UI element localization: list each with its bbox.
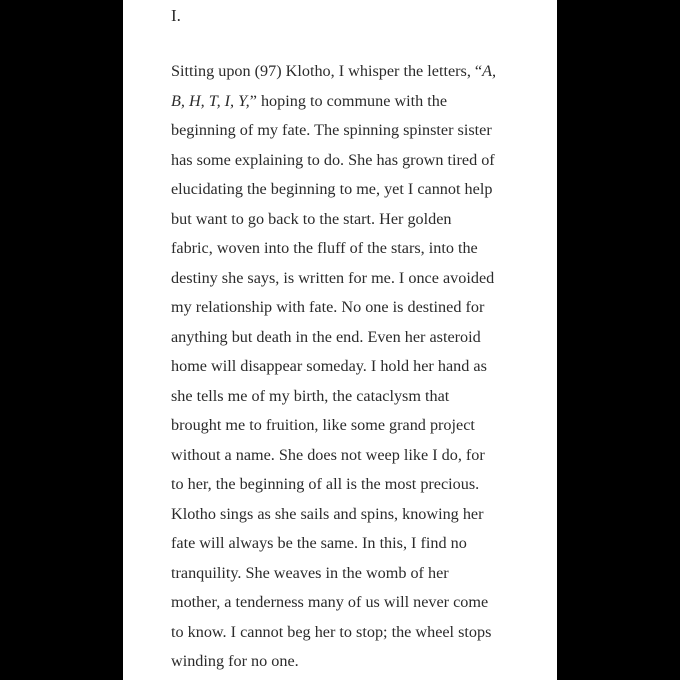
italic-letters: A, [482, 62, 497, 80]
paragraph-line [171, 559, 516, 589]
line-text: she tells me of my birth, the cataclysm that [171, 386, 450, 405]
line-text: fate will always be the same. In this, I find no [171, 534, 467, 552]
line-text: tranquility. She weaves in the womb of her [171, 563, 449, 582]
paragraph-line [171, 57, 516, 87]
line-text: winding for no one. [171, 652, 299, 670]
body-paragraph [171, 57, 516, 677]
paragraph-line [171, 116, 516, 146]
paragraph-line [171, 146, 516, 176]
line-text: my relationship with fate. No one is destined for [171, 298, 485, 316]
paragraph-line [171, 588, 516, 618]
line-text: to know. I cannot beg her to stop; the wheel stops [171, 622, 492, 641]
paragraph-line [171, 529, 516, 559]
line-text: anything but death in the end. Even her asteroid [171, 327, 481, 346]
line-text: has some explaining to do. She has grown tired of [171, 150, 495, 169]
paragraph-line [171, 323, 516, 353]
line-text: home will disappear someday. I hold her hand as [171, 357, 487, 375]
paragraph-line [171, 441, 516, 471]
paragraph-line [171, 647, 516, 677]
line-text: fabric, woven into the fluff of the stars, into the [171, 239, 478, 257]
paragraph-line [171, 205, 516, 235]
paragraph-line [171, 234, 516, 264]
paragraph-line [171, 264, 516, 294]
document-page [123, 0, 557, 680]
paragraph-line [171, 87, 516, 117]
line-text: mother, a tenderness many of us will never come [171, 593, 489, 611]
line-text: to her, the beginning of all is the most precious. [171, 475, 480, 493]
paragraph-line [171, 618, 516, 648]
paragraph-line [171, 382, 516, 412]
line-text: Klotho sings as she sails and spins, knowing her [171, 504, 484, 523]
paragraph-line [171, 175, 516, 205]
section-numeral: I. [171, 6, 181, 25]
line-text: Sitting upon (97) Klotho, I whisper the letters, “ [171, 62, 483, 80]
paragraph-line [171, 293, 516, 323]
line-text: beginning of my fate. The spinning spinster sister [171, 121, 492, 139]
line-text: elucidating the beginning to me, yet I cannot help [171, 180, 493, 198]
line-text: but want to go back to the start. Her golden [171, 209, 452, 228]
paragraph-line [171, 500, 516, 530]
line-text: brought me to fruition, like some grand project [171, 416, 475, 434]
italic-letters: B, H, T, I, Y, [171, 91, 250, 110]
line-text: without a name. She does not weep like I do, for [171, 445, 485, 464]
paragraph-line [171, 411, 516, 441]
line-text: ” hoping to commune with the [249, 91, 448, 110]
paragraph-line [171, 470, 516, 500]
line-text: destiny she says, is written for me. I once avoided [171, 268, 495, 287]
paragraph-line [171, 352, 516, 382]
